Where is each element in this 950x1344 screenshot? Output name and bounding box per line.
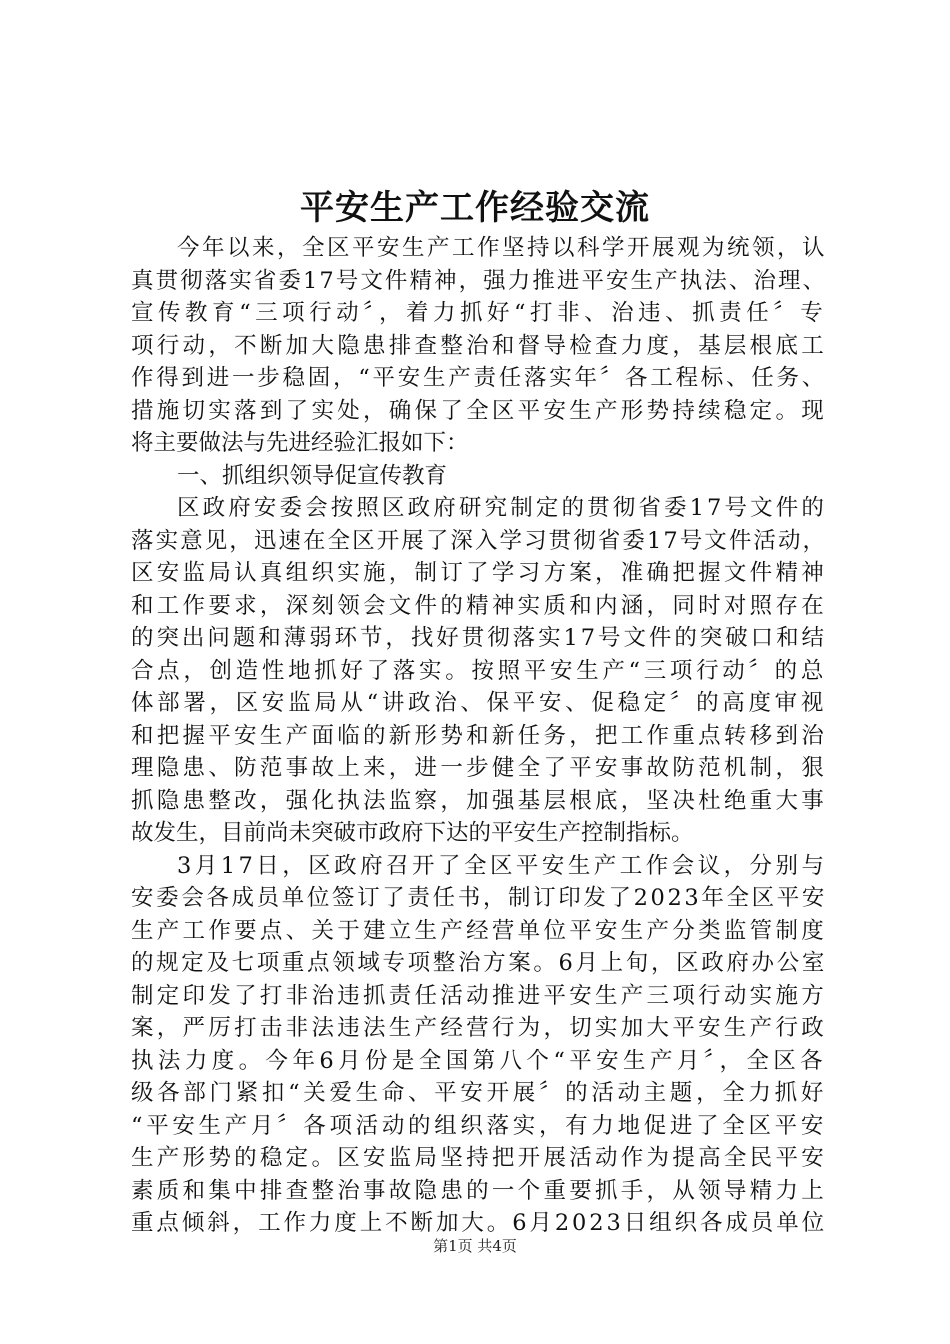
body-line: 安委会各成员单位签订了责任书，制订印发了2023年全区平安 xyxy=(131,885,827,911)
document-body xyxy=(131,232,827,1240)
body-line: 执法力度。今年6月份是全国第八个“平安生产月〞，全区各 xyxy=(131,1047,828,1074)
body-line: “平安生产月〞各项活动的组织落实，有力地促进了全区平安 xyxy=(131,1112,827,1139)
body-line: 抓隐患整改，强化执法监察，加强基层根底，坚决杜绝重大事 xyxy=(131,787,827,814)
body-line: 的突出问题和薄弱环节，找好贯彻落实17号文件的突破口和结 xyxy=(131,625,827,651)
section-heading: 一、抓组织领导促宣传教育 xyxy=(177,462,448,489)
body-line: 的规定及七项重点领域专项整治方案。6月上旬，区政府办公室 xyxy=(131,950,827,976)
body-line: 落实意见，迅速在全区开展了深入学习贯彻省委17号文件活动， xyxy=(131,527,828,554)
body-line: 生产形势的稳定。区安监局坚持把开展活动作为提高全民平安 xyxy=(131,1145,827,1171)
body-line: 和工作要求，深刻领会文件的精神实质和内涵，同时对照存在 xyxy=(131,592,827,619)
body-line: 理隐患、防范事故上来，进一步健全了平安事故防范机制，狠 xyxy=(131,755,827,781)
body-line: 措施切实落到了实处，确保了全区平安生产形势持续稳定。现 xyxy=(131,397,827,424)
body-line: 今年以来，全区平安生产工作坚持以科学开展观为统领，认 xyxy=(177,235,828,261)
body-line: 将主要做法与先进经验汇报如下： xyxy=(131,430,469,456)
body-line: 生产工作要点、关于建立生产经营单位平安生产分类监管制度 xyxy=(131,917,827,944)
body-line: 级各部门紧扣“关爱生命、平安开展〞的活动主题，全力抓好 xyxy=(131,1080,827,1106)
body-line: 区政府安委会按照区政府研究制定的贯彻省委17号文件的 xyxy=(177,495,827,521)
body-line: 素质和集中排查整治事故隐患的一个重要抓手，从领导精力上 xyxy=(131,1177,827,1204)
body-line: 作得到进一步稳固，“平安生产责任落实年〞各工程标、任务、 xyxy=(131,365,828,391)
body-line: 和把握平安生产面临的新形势和新任务，把工作重点转移到治 xyxy=(131,722,827,749)
body-line: 3月17日，区政府召开了全区平安生产工作会议，分别与 xyxy=(177,852,828,879)
body-line: 区安监局认真组织实施，制订了学习方案，准确把握文件精神 xyxy=(131,560,827,586)
page-number-footer: 第1页 共4页 xyxy=(433,1237,517,1255)
body-line: 项行动，不断加大隐患排查整治和督导检查力度，基层根底工 xyxy=(131,332,827,359)
body-line: 重点倾斜，工作力度上不断加大。6月2023日组织各成员单位 xyxy=(131,1210,827,1236)
body-line: 宣传教育“三项行动〞，着力抓好“打非、治违、抓责任〞专 xyxy=(131,300,828,326)
body-line: 合点，创造性地抓好了落实。按照平安生产“三项行动〞的总 xyxy=(131,657,827,684)
body-line: 制定印发了打非治违抓责任活动推进平安生产三项行动实施方 xyxy=(131,982,827,1009)
body-line: 体部署，区安监局从“讲政治、保平安、促稳定〞的高度审视 xyxy=(131,690,827,716)
body-line: 真贯彻落实省委17号文件精神，强力推进平安生产执法、治理、 xyxy=(131,267,828,294)
body-line: 案，严厉打击非法违法生产经营行为，切实加大平安生产行政 xyxy=(131,1015,827,1041)
body-line: 故发生，目前尚未突破市政府下达的平安生产控制指标。 xyxy=(131,820,694,846)
document-title: 平安生产工作经验交流 xyxy=(300,188,650,228)
